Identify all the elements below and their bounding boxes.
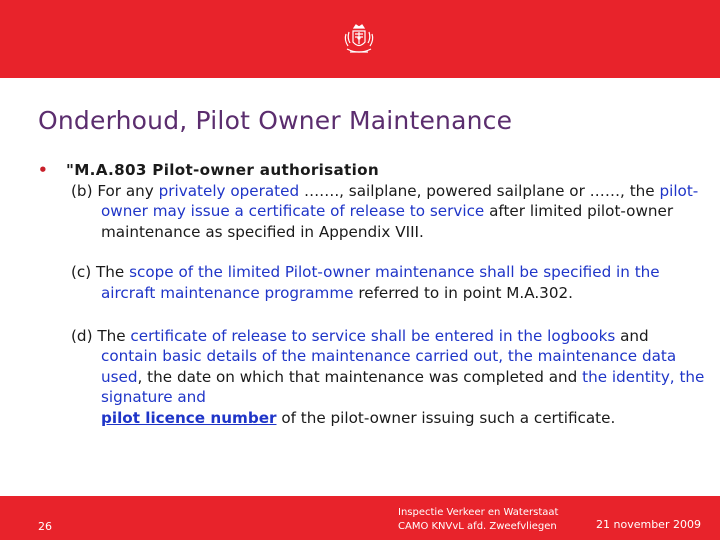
- highlight-text: pilot-owner may issue a certificate of release to service: [101, 181, 699, 221]
- highlight-text: the identity, the signature and: [101, 367, 705, 407]
- bullet-icon: •: [38, 161, 48, 179]
- slide-body: [38, 160, 705, 429]
- slide-title: Onderhoud, Pilot Owner Maintenance: [38, 106, 513, 135]
- highlight-text: certificate of release to service shall be entered in the logbooks: [130, 326, 616, 345]
- highlight-text: contain basic details of the maintenance carried out, the maintenance data used: [101, 347, 677, 386]
- paragraph-c: (c) The scope of the limited Pilot-owner maintenance shall be specified in the aircraft maintenance programme referred to in point M.A.302.: [71, 263, 660, 302]
- royal-coat-of-arms-icon: [342, 22, 376, 58]
- highlight-text: privately operated: [158, 181, 300, 200]
- footer-bar: [0, 496, 720, 540]
- footer-date: 21 november 2009: [596, 518, 701, 531]
- header-bar: [0, 0, 720, 78]
- underlined-term: pilot licence number: [101, 408, 277, 427]
- bullet-heading: "M.A.803 Pilot-owner authorisation: [66, 161, 379, 179]
- footer-organization: Inspectie Verkeer en Waterstaat CAMO KNVvL afd. Zweefvliegen: [398, 507, 559, 532]
- page-number: 26: [38, 520, 52, 533]
- paragraph-b: (b) For any privately operated ……., sailplane, powered sailplane or ……, the pilot-owner may issue a certificate of release to service after limited pilot-owner maintenance as specified in Appendix VIII.: [71, 181, 699, 241]
- paragraph-d: (d) The certificate of release to service shall be entered in the logbooks and contain basic details of the maintenance carried out, the maintenance data used, the date on which that maintenance was completed and the identity, the signature and pilot licence number of the pilot-owner issuing such a certificate.: [71, 326, 705, 427]
- highlight-text: scope of the limited Pilot-owner maintenance shall be specified in the aircraft maintenance programme: [101, 263, 660, 302]
- bullet-item: [38, 160, 698, 181]
